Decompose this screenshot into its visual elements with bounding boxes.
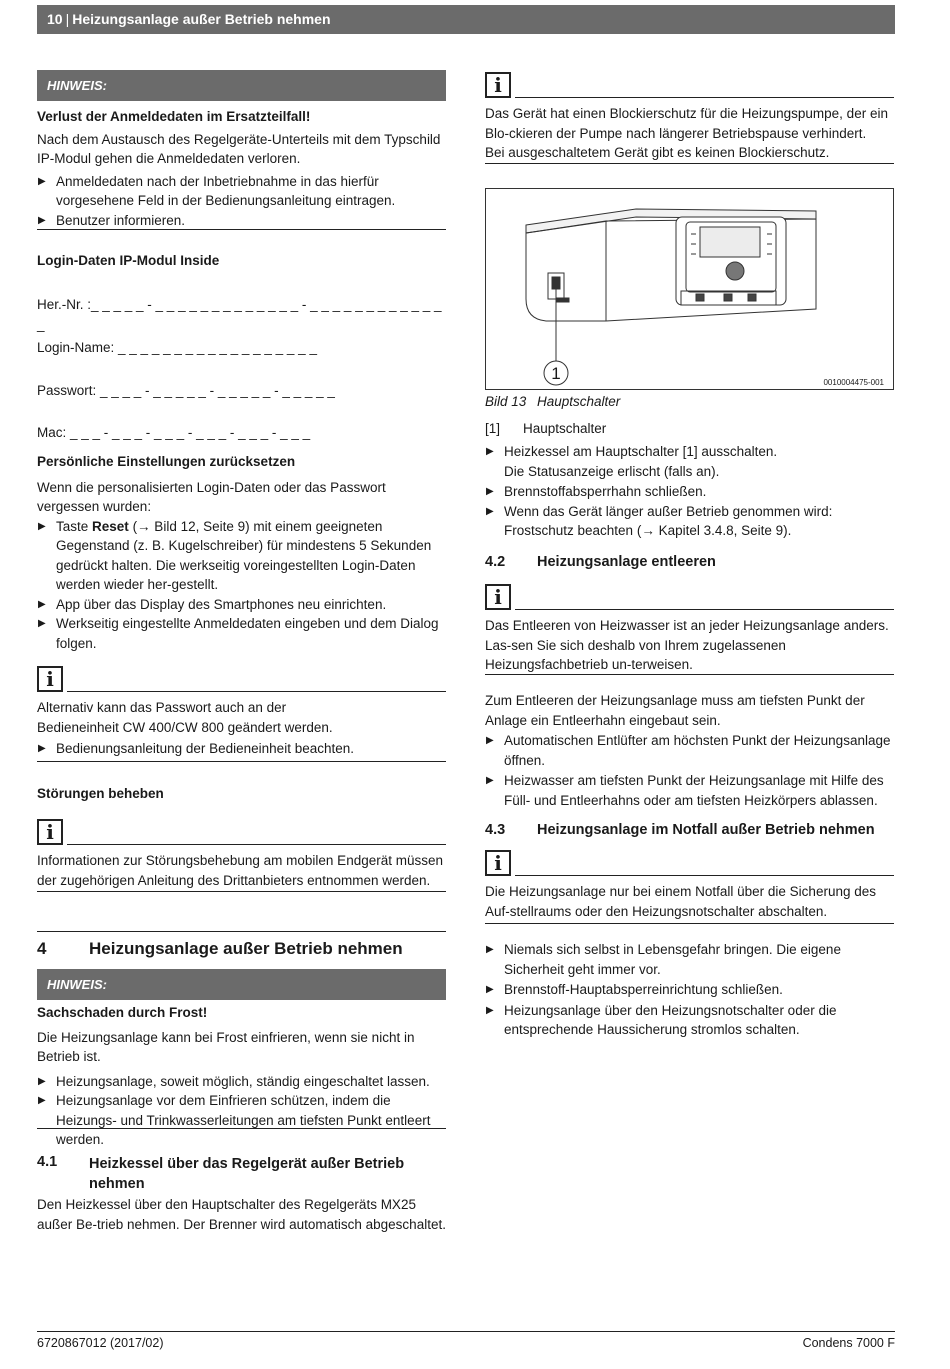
- footer-product: Condens 7000 F: [802, 1336, 895, 1350]
- info-text: Die Heizungsanlage nur bei einem Notfall über die Sicherung des Auf-stellraums oder den Heizungsnotschalter abschalten.: [485, 884, 876, 919]
- login-field-password: Passwort: _ _ _ _ - _ _ _ _ _ - _ _ _ _ _ - _ _ _ _ _: [37, 383, 335, 398]
- info-block-stoerungen: [37, 819, 446, 890]
- header-title: Heizungsanlage außer Betrieb nehmen: [72, 11, 331, 27]
- hinweis-banner: HINWEIS:: [37, 969, 446, 1000]
- section-title: Heizungsanlage außer Betrieb nehmen: [89, 939, 403, 958]
- list-item: ▶ Benutzer informieren.: [37, 211, 446, 231]
- login-field-mac: Mac: _ _ _ - _ _ _ - _ _ _ - _ _ _ - _ _ _ - _ _ _: [37, 425, 311, 440]
- divider: [485, 674, 894, 675]
- login-field-hernr: Her.-Nr. :_ _ _ _ _ - _ _ _ _ _ _ _ _ _ _ _ _ _ - _ _ _ _ _ _ _ _ _ _ _ _ _: [37, 297, 442, 332]
- hinweis-banner: HINWEIS:: [37, 70, 446, 101]
- info-text: Das Entleeren von Heizwasser ist an jeder Heizungsanlage anders. Las-sen Sie sich deshalb von Ihrem zugelassenen Heizungsfachbetrieb un-terweisen.: [485, 618, 889, 672]
- legend-key: [1]: [485, 421, 501, 436]
- list-item: ▶ Brennstoffabsperrhahn schließen.: [485, 482, 894, 502]
- section-title: Heizungsanlage entleeren: [537, 554, 716, 570]
- divider: [37, 229, 446, 230]
- info-text: Bei ausgeschaltetem Gerät gibt es keinen Blockierschutz.: [485, 145, 830, 160]
- info-icon: i: [485, 72, 511, 98]
- bullet-text: Taste: [56, 518, 93, 534]
- header-separator: |: [65, 11, 70, 27]
- login-section: [37, 251, 446, 271]
- list-item: ▶ Anmeldedaten nach der Inbetriebnahme in das hierfür vorgesehene Feld in der Bedienungsanleitung eintragen.: [37, 172, 446, 211]
- divider: [37, 761, 446, 762]
- hinweis-text: Die Heizungsanlage kann bei Frost einfrieren, wenn sie nicht in Betrieb ist.: [37, 1029, 415, 1064]
- list-item: ▶ Brennstoff-Hauptabsperreinrichtung schließen.: [485, 980, 894, 1000]
- section-rule: [37, 931, 446, 932]
- info-icon: i: [485, 584, 511, 610]
- reset-heading: Persönliche Einstellungen zurücksetzen: [37, 454, 296, 469]
- list-item: ▶ Niemals sich selbst in Lebensgefahr bringen. Die eigene Sicherheit geht immer vor.: [485, 940, 894, 979]
- section-title: Heizkessel über das Regelgerät außer Betrieb nehmen: [89, 1156, 405, 1192]
- section-4-heading: [37, 939, 446, 959]
- info-block-blockierschutz: [485, 72, 894, 163]
- bullet-text: (→ Bild 12, Seite 9) mit einem geeigneten Gegenstand (z. B. Kugelschreiber) für mindestens 5 Sekunden gedrückt halten. Die werkseitig voreingestellten Login-Daten werden wieder her-gestellt.: [56, 518, 432, 592]
- figure-callout-number: 1: [551, 364, 561, 383]
- list-item: ▶ Heizungsanlage über den Heizungsnotschalter oder die entsprechende Haussicherung stromlos schalten.: [485, 1001, 894, 1040]
- reset-section: [37, 452, 446, 653]
- footer-doc-number: 6720867012 (2017/02): [37, 1336, 164, 1350]
- login-heading: Login-Daten IP-Modul Inside: [37, 253, 220, 268]
- figure-caption: [485, 392, 894, 412]
- list-item: ▶ Heizkessel am Hauptschalter [1] ausschalten.: [485, 442, 894, 462]
- caption-text: Hauptschalter: [537, 394, 621, 409]
- notfall-steps: [485, 940, 894, 1040]
- list-item: ▶ Werkseitig eingestellte Anmeldedaten eingeben und dem Dialog folgen.: [37, 614, 446, 653]
- section-number: 4.3: [485, 822, 506, 838]
- hinweis-login-block: [37, 70, 446, 230]
- page-header: [37, 5, 895, 34]
- hinweis-frost-block: [37, 969, 446, 1150]
- figure-code: 0010004475-001: [823, 378, 884, 387]
- list-item: ▶ Automatischen Entlüfter am höchsten Punkt der Heizungsanlage öffnen.: [485, 731, 894, 770]
- list-item: [37, 517, 446, 595]
- stoerungen-section: [37, 784, 446, 804]
- list-item: ▶ Heizungsanlage vor dem Einfrieren schützen, indem die Heizungs- und Trinkwasserleitungen am tiefsten Punkt entleert werden.: [37, 1091, 446, 1150]
- section-4-2-heading: [485, 554, 894, 570]
- figure-legend: [485, 419, 894, 439]
- login-field: [37, 338, 446, 358]
- info-icon: i: [485, 850, 511, 876]
- list-item: ▶ Heizwasser am tiefsten Punkt der Heizungsanlage mit Hilfe des Füll- und Entleerhahns oder am tiefsten Heizkörpers ablassen.: [485, 771, 894, 810]
- divider: [485, 923, 894, 924]
- list-item: ▶ Heizungsanlage, soweit möglich, ständig eingeschaltet lassen.: [37, 1072, 446, 1092]
- entleeren-steps: [485, 691, 894, 810]
- divider: [485, 163, 894, 164]
- section-4-1: [37, 1154, 446, 1234]
- login-field-name: Login-Name: _ _ _ _ _ _ _ _ _ _ _ _ _ _ _ _ _ _: [37, 340, 317, 355]
- list-item: ▶ Wenn das Gerät länger außer Betrieb genommen wird: Frostschutz beachten (→ Kapitel 3.4.8, Seite 9).: [485, 502, 894, 541]
- list-subtext: Die Statusanzeige erlischt (falls an).: [504, 463, 720, 479]
- hinweis-heading: Sachschaden durch Frost!: [37, 1005, 208, 1020]
- info-text: Alternativ kann das Passwort auch an der Bedieneinheit CW 400/CW 800 geändert werden.: [37, 700, 333, 735]
- info-block-password: [37, 666, 446, 759]
- login-field: [37, 381, 446, 401]
- info-block-notfall: [485, 850, 894, 921]
- figure-hauptschalter: [485, 188, 894, 390]
- login-field: [37, 295, 446, 334]
- section-text: Den Heizkessel über den Hauptschalter des Regelgeräts MX25 außer Be-trieb nehmen. Der Brenner wird automatisch abgeschaltet.: [37, 1197, 446, 1232]
- info-icon: i: [37, 819, 63, 845]
- section-number: 4: [37, 939, 47, 958]
- page-number: 10: [47, 11, 63, 27]
- divider: [37, 1128, 446, 1129]
- info-text: Informationen zur Störungsbehebung am mobilen Endgerät müssen der zugehörigen Anleitung des Drittanbieters entnommen werden.: [37, 853, 443, 888]
- footer-rule: [37, 1331, 895, 1332]
- section-text: Zum Entleeren der Heizungsanlage muss am tiefsten Punkt der Anlage ein Entleerhahn eingebaut sein.: [485, 693, 865, 728]
- legend-text: Hauptschalter: [523, 421, 607, 436]
- section-4-3-heading: [485, 822, 894, 838]
- info-icon: i: [37, 666, 63, 692]
- reset-intro: Wenn die personalisierten Login-Daten oder das Passwort vergessen wurden:: [37, 479, 386, 514]
- section-title: Heizungsanlage im Notfall außer Betrieb nehmen: [537, 822, 875, 838]
- list-item: ▶ Bedienungsanleitung der Bedieneinheit beachten.: [37, 739, 446, 759]
- hinweis-heading: Verlust der Anmeldedaten im Ersatzteilfall!: [37, 109, 311, 124]
- info-text: Das Gerät hat einen Blockierschutz für die Heizungspumpe, der ein Blo-ckieren der Pumpe nach längerer Betriebspause verhindert.: [485, 106, 888, 141]
- caption-label: Bild 13: [485, 394, 527, 409]
- list-item: ▶ App über das Display des Smartphones neu einrichten.: [37, 595, 446, 615]
- reset-key-label: Reset: [92, 518, 129, 534]
- hauptschalter-steps: [485, 442, 894, 541]
- login-field: [37, 423, 446, 443]
- section-number: 4.1: [37, 1154, 58, 1170]
- hinweis-text: Nach dem Austausch des Regelgeräte-Unterteils mit dem Typschild IP-Modul gehen die Anmeldedaten verloren.: [37, 131, 441, 166]
- boiler-illustration: [486, 189, 893, 389]
- section-number: 4.2: [485, 554, 506, 570]
- divider: [37, 891, 446, 892]
- info-block-entleeren: [485, 584, 894, 675]
- stoerungen-heading: Störungen beheben: [37, 786, 164, 801]
